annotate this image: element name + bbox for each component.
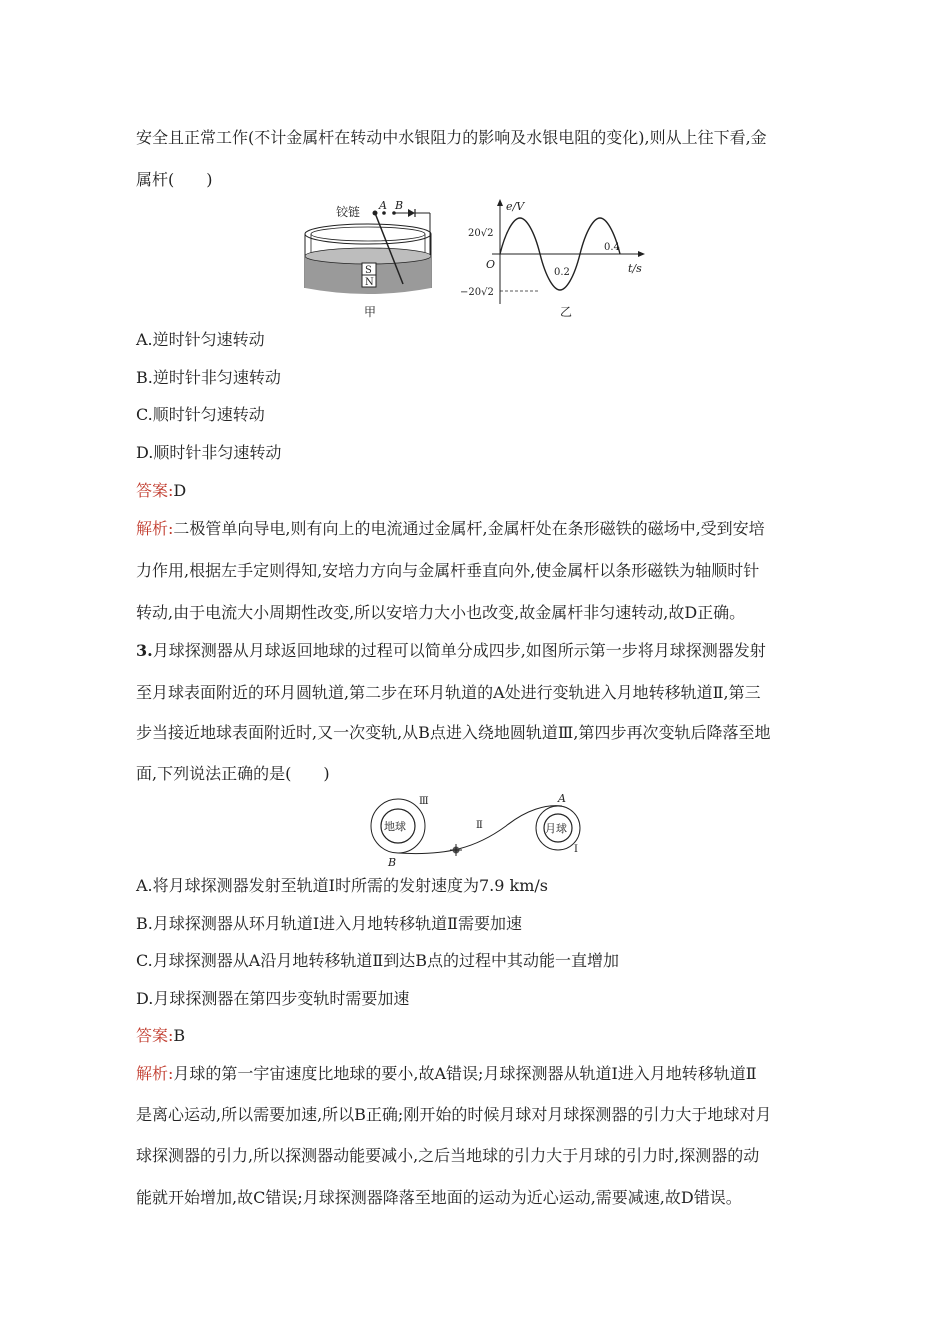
- q2-option-a: A.逆时针匀速转动: [136, 330, 265, 349]
- analysis-label: 解析:: [136, 519, 174, 538]
- q3-stem-line-1: [136, 641, 766, 661]
- answer-value: D: [173, 481, 187, 500]
- answer-label: 答案:: [136, 481, 174, 500]
- answer-label: 答案:: [136, 1026, 174, 1045]
- y-max-label: 20√2: [468, 228, 494, 239]
- figure-yi-graph: [452, 196, 652, 320]
- analysis-label: 解析:: [136, 1064, 174, 1083]
- q3-answer: [136, 1026, 185, 1046]
- figure-orbit: [366, 790, 596, 872]
- question-number: 3.: [136, 641, 153, 660]
- q3-analysis-line-2: 是离心运动,所以需要加速,所以B正确;刚开始的时候月球对月球探测器的引力大于地球对月: [136, 1105, 772, 1124]
- q2-stem-line-2: 属杆( ): [136, 170, 213, 189]
- x-axis-label: t/s: [628, 262, 642, 275]
- q3-option-b: B.月球探测器从环月轨道Ⅰ进入月地转移轨道Ⅱ需要加速: [136, 914, 523, 933]
- answer-value: B: [173, 1026, 186, 1045]
- q3-analysis-line-1: [136, 1064, 757, 1084]
- q3-option-c: C.月球探测器从A沿月地转移轨道Ⅱ到达B点的过程中其动能一直增加: [136, 951, 619, 970]
- q3-stem-text: 月球探测器从月球返回地球的过程可以简单分成四步,如图所示第一步将月球探测器发射: [152, 641, 766, 660]
- y-axis-label: e/V: [506, 200, 525, 213]
- y-min-label: −20√2: [460, 287, 494, 298]
- origin-label: O: [486, 258, 496, 271]
- point-b-label: B: [395, 199, 404, 212]
- q2-analysis-line-2: 力作用,根据左手定则得知,安培力方向与金属杆垂直向外,使金属杆以条形磁铁为轴顺时针: [136, 561, 760, 580]
- orbit-i-label: Ⅰ: [574, 844, 578, 855]
- moon-label: 月球: [545, 822, 567, 835]
- point-b: B: [388, 856, 397, 869]
- q2-analysis-line-1: [136, 519, 765, 539]
- q3-stem-line-3: 步当接近地球表面附近时,又一次变轨,从B点进入绕地圆轨道Ⅲ,第四步再次变轨后降落至地: [136, 723, 771, 742]
- orbit-ii-label: Ⅱ: [476, 820, 483, 831]
- q2-option-b: B.逆时针非匀速转动: [136, 368, 281, 387]
- analysis-text: 月球的第一宇宙速度比地球的要小,故A错误;月球探测器从轨道Ⅰ进入月地转移轨道Ⅱ: [173, 1064, 757, 1083]
- hinge-label: 铰链: [336, 205, 361, 219]
- q3-option-a: A.将月球探测器发射至轨道Ⅰ时所需的发射速度为7.9 km/s: [136, 876, 548, 895]
- figure-jia: [300, 196, 440, 320]
- q3-stem-line-2: 至月球表面附近的环月圆轨道,第二步在环月轨道的A处进行变轨进入月地转移轨道Ⅱ,第三: [136, 683, 761, 702]
- diode-icon: [408, 209, 415, 217]
- figure-yi-caption: 乙: [560, 305, 573, 319]
- figure-jia-caption: 甲: [364, 305, 377, 319]
- q2-option-c: C.顺时针匀速转动: [136, 405, 265, 424]
- q3-stem-line-4: 面,下列说法正确的是( ): [136, 764, 330, 783]
- magnet-n-label: N: [365, 277, 374, 288]
- q2-answer: [136, 481, 186, 501]
- earth-label: 地球: [384, 820, 406, 833]
- q3-analysis-line-3: 球探测器的引力,所以探测器动能要减小,之后当地球的引力大于月球的引力时,探测器的动: [136, 1146, 760, 1165]
- q2-analysis-line-3: 转动,由于电流大小周期性改变,所以安培力大小也改变,故金属杆非匀速转动,故D正确。: [136, 603, 746, 622]
- q3-option-d: D.月球探测器在第四步变轨时需要加速: [136, 989, 410, 1008]
- probe-icon: [450, 844, 462, 856]
- point-a: A: [558, 792, 566, 805]
- analysis-text: 二极管单向导电,则有向上的电流通过金属杆,金属杆处在条形磁铁的磁场中,受到安培: [173, 519, 765, 538]
- q3-analysis-line-4: 能就开始增加,故C错误;月球探测器降落至地面的运动为近心运动,需要减速,故D错误。: [136, 1188, 742, 1207]
- q2-stem-line-1: 安全且正常工作(不计金属杆在转动中水银阻力的影响及水银电阻的变化),则从上往下看,金: [136, 128, 767, 147]
- q2-option-d: D.顺时针非匀速转动: [136, 443, 282, 462]
- tick-0-2: 0.2: [554, 267, 570, 278]
- magnet-s-label: S: [365, 265, 372, 276]
- point-a-label: A: [379, 199, 387, 212]
- tick-0-4: 0.4: [604, 242, 620, 253]
- orbit-iii-label: Ⅲ: [419, 796, 429, 807]
